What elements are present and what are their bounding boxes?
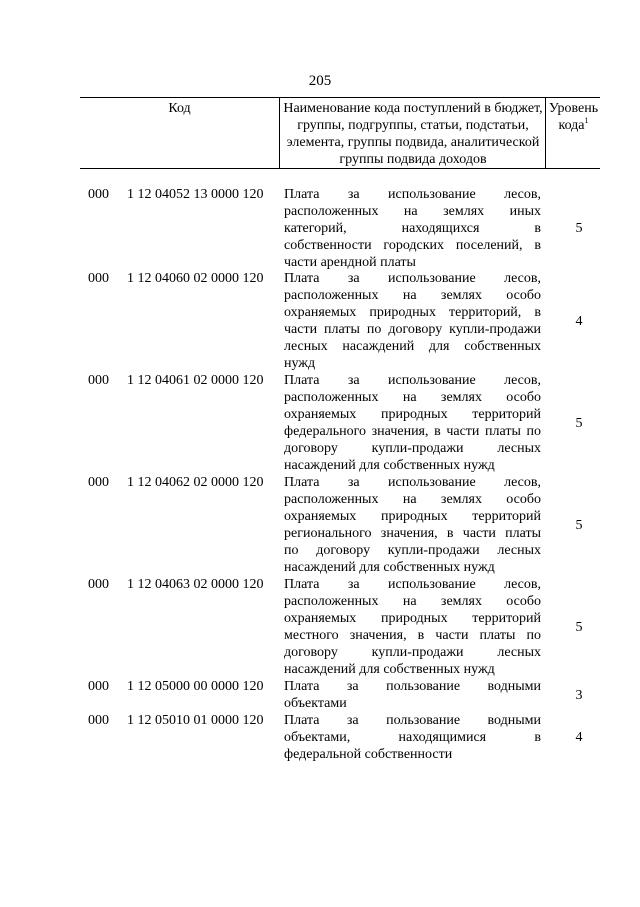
row-name-line: федерального значения, в части платы по: [284, 424, 541, 439]
row-income-code: 1 12 04061 02 0000 120: [127, 373, 264, 388]
row-name-line: объектами, находящимися в: [284, 730, 541, 745]
row-name-line: Плата за использование лесов,: [284, 373, 541, 388]
row-group-code: 000: [88, 713, 109, 728]
table-row: [0, 270, 640, 372]
row-name-line: объектами: [284, 696, 347, 711]
table-header: [80, 97, 600, 169]
header-level-label: Уровень кода: [548, 101, 599, 133]
row-name: [284, 576, 541, 678]
row-group-code: 000: [88, 187, 109, 202]
header-name: Наименование кода поступлений в бюджет, группы, подгруппы, статьи, подстатьи, элемента, группы подвида, аналитической группы подвида доходов: [283, 101, 543, 167]
row-level: 5: [575, 416, 583, 431]
row-group-code: 000: [88, 475, 109, 490]
row-name-line: охраняемых природных территорий: [284, 611, 541, 626]
row-level: 5: [575, 518, 583, 533]
row-name-line: расположенных на землях иных: [284, 204, 541, 219]
row-name-line: насаждений для собственных нужд: [284, 560, 495, 575]
column-divider: [279, 98, 280, 168]
row-name: [284, 372, 541, 474]
row-name-line: Плата за использование лесов,: [284, 475, 541, 490]
row-name-line: нужд: [284, 356, 316, 371]
row-name: [284, 678, 541, 712]
table-row: [0, 576, 640, 678]
row-level: 5: [575, 620, 583, 635]
row-name-line: части платы по договору купли-продажи: [284, 322, 541, 337]
row-name-line: расположенных на землях особо: [284, 594, 541, 609]
table-row: [0, 678, 640, 712]
row-name: [284, 712, 541, 763]
row-name-line: регионального значения, в части платы: [284, 526, 541, 541]
row-name: [284, 186, 541, 271]
row-name: [284, 474, 541, 576]
row-name-line: Плата за пользование водными: [284, 713, 541, 728]
row-name-line: категорий, находящихся в: [284, 221, 541, 236]
row-level: 4: [575, 730, 583, 745]
row-name-line: охраняемых природных территорий, в: [284, 305, 541, 320]
row-level: 3: [575, 688, 583, 703]
row-name-line: договору купли-продажи лесных: [284, 645, 541, 660]
row-income-code: 1 12 05010 01 0000 120: [127, 713, 264, 728]
row-name: [284, 270, 541, 372]
row-group-code: 000: [88, 679, 109, 694]
header-level: [547, 100, 600, 134]
page-number: 205: [308, 73, 332, 89]
row-group-code: 000: [88, 577, 109, 592]
row-name-line: Плата за использование лесов,: [284, 577, 541, 592]
header-code: Код: [168, 101, 191, 116]
row-name-line: Плата за использование лесов,: [284, 187, 541, 202]
row-name-line: расположенных на землях особо: [284, 390, 541, 405]
column-divider: [545, 98, 546, 168]
row-name-line: Плата за использование лесов,: [284, 271, 541, 286]
row-name-line: насаждений для собственных нужд: [284, 458, 495, 473]
row-name-line: договору купли-продажи лесных: [284, 441, 541, 456]
footnote-marker: 1: [584, 116, 589, 125]
table-row: [0, 186, 640, 271]
row-level: 4: [575, 314, 583, 329]
row-income-code: 1 12 05000 00 0000 120: [127, 679, 264, 694]
table-row: [0, 712, 640, 763]
row-name-line: федеральной собственности: [284, 747, 453, 762]
row-name-line: лесных насаждений для собственных: [284, 339, 541, 354]
row-income-code: 1 12 04062 02 0000 120: [127, 475, 264, 490]
row-level: 5: [575, 221, 583, 236]
row-name-line: собственности городских поселений, в: [284, 238, 541, 253]
row-name-line: охраняемых природных территорий: [284, 407, 541, 422]
row-name-line: расположенных на землях особо: [284, 492, 541, 507]
row-income-code: 1 12 04052 13 0000 120: [127, 187, 264, 202]
row-name-line: насаждений для собственных нужд: [284, 662, 495, 677]
row-name-line: местного значения, в части платы по: [284, 628, 541, 643]
row-name-line: охраняемых природных территорий: [284, 509, 541, 524]
row-group-code: 000: [88, 271, 109, 286]
table-row: [0, 372, 640, 474]
row-name-line: части арендной платы: [284, 255, 416, 270]
row-name-line: по договору купли-продажи лесных: [284, 543, 541, 558]
row-income-code: 1 12 04063 02 0000 120: [127, 577, 264, 592]
row-group-code: 000: [88, 373, 109, 388]
row-name-line: Плата за пользование водными: [284, 679, 541, 694]
table-row: [0, 474, 640, 576]
row-income-code: 1 12 04060 02 0000 120: [127, 271, 264, 286]
row-name-line: расположенных на землях особо: [284, 288, 541, 303]
